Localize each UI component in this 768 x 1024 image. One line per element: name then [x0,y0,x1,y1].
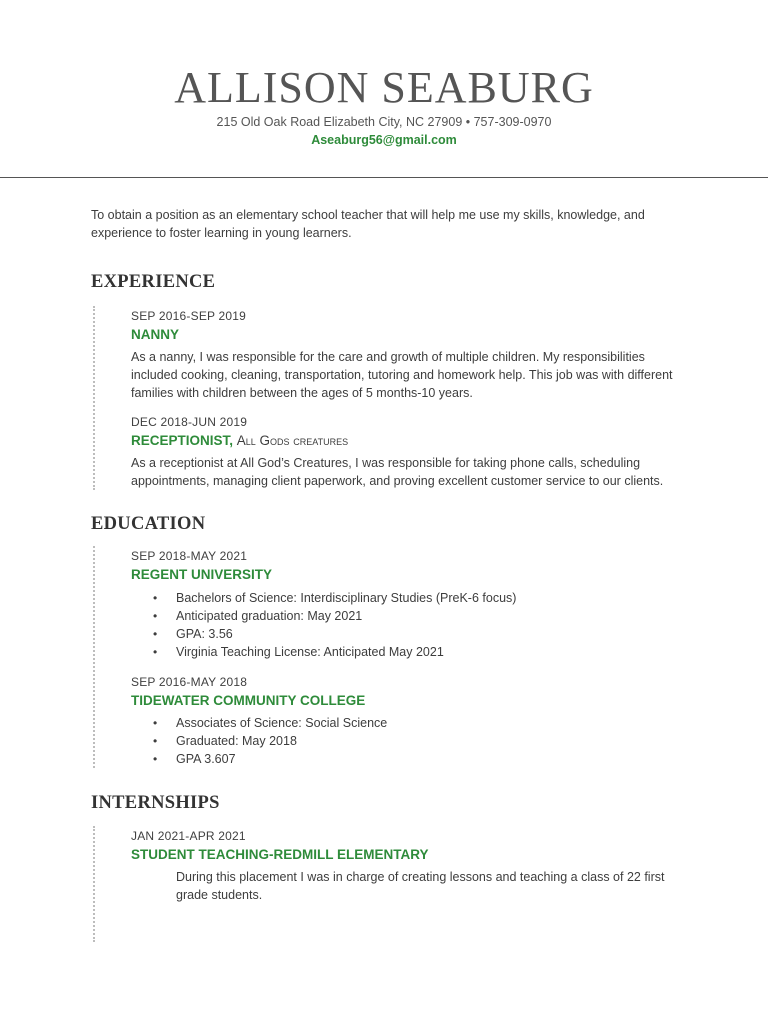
internship-description: During this placement I was in charge of creating lessons and teaching a class of 22 first grade students. [176,870,665,902]
experience-heading: EXPERIENCE [91,272,216,292]
list-item: • Anticipated graduation: May 2021 [153,609,363,623]
resume-name: ALLISON SEABURG [174,63,594,112]
education-date: SEP 2018-MAY 2021 [131,549,248,563]
bullet-icon: • [153,716,158,730]
school-name: REGENT UNIVERSITY [131,567,273,582]
experience-date: SEP 2016-SEP 2019 [131,309,247,323]
school-name: TIDEWATER COMMUNITY COLLEGE [131,693,366,708]
internship-date: JAN 2021-APR 2021 [131,829,246,843]
bullet-icon: • [153,591,158,605]
role-title: NANNY [131,327,180,342]
experience-description: As a receptionist at All God’s Creatures, I was responsible for taking phone calls, scheduling appointments, managing client paperwork, and proving excellent customer service to our clients. [131,456,664,488]
bullet-icon: • [153,627,158,641]
email-link[interactable]: Aseaburg56@gmail.com [311,133,457,147]
experience-date: DEC 2018-JUN 2019 [131,415,248,429]
list-item: • Virginia Teaching License: Anticipated May 2021 [153,645,444,659]
experience-role [131,327,179,342]
header-divider [0,177,768,178]
company-name: All Gods creatures [236,433,349,448]
experience-description: As a nanny, I was responsible for the care and growth of multiple children. My responsibilities included cooking, cleaning, transportation, tutoring and homework help. This job was with different families with children between the ages of 5 months-10 years. [131,350,673,400]
bullet-icon: • [153,752,158,766]
experience-rule [93,306,95,490]
education-rule [93,546,95,768]
experience-role [131,433,348,448]
education-details [131,714,387,768]
internships-rule [93,826,95,942]
role-title: RECEPTIONIST, [131,433,237,448]
internships-heading: INTERNSHIPS [91,793,220,813]
list-item: • Bachelors of Science: Interdisciplinary Studies (PreK-6 focus) [153,591,517,605]
list-item: • GPA: 3.56 [153,627,233,641]
list-item: • Associates of Science: Social Science [153,716,388,730]
contact-line: 215 Old Oak Road Elizabeth City, NC 27909 • 757-309-0970 [216,115,552,129]
list-item: • GPA 3.607 [153,752,236,766]
education-heading: EDUCATION [91,514,206,534]
bullet-icon: • [153,645,158,659]
internship-role: STUDENT TEACHING-REDMILL ELEMENTARY [131,847,429,862]
education-details [131,589,516,661]
bullet-icon: • [153,609,158,623]
objective-text: To obtain a position as an elementary school teacher that will help me use my skills, knowledge, and experience to foster learning in young learners. [91,208,645,240]
education-date: SEP 2016-MAY 2018 [131,675,248,689]
bullet-icon: • [153,734,158,748]
list-item: • Graduated: May 2018 [153,734,297,748]
